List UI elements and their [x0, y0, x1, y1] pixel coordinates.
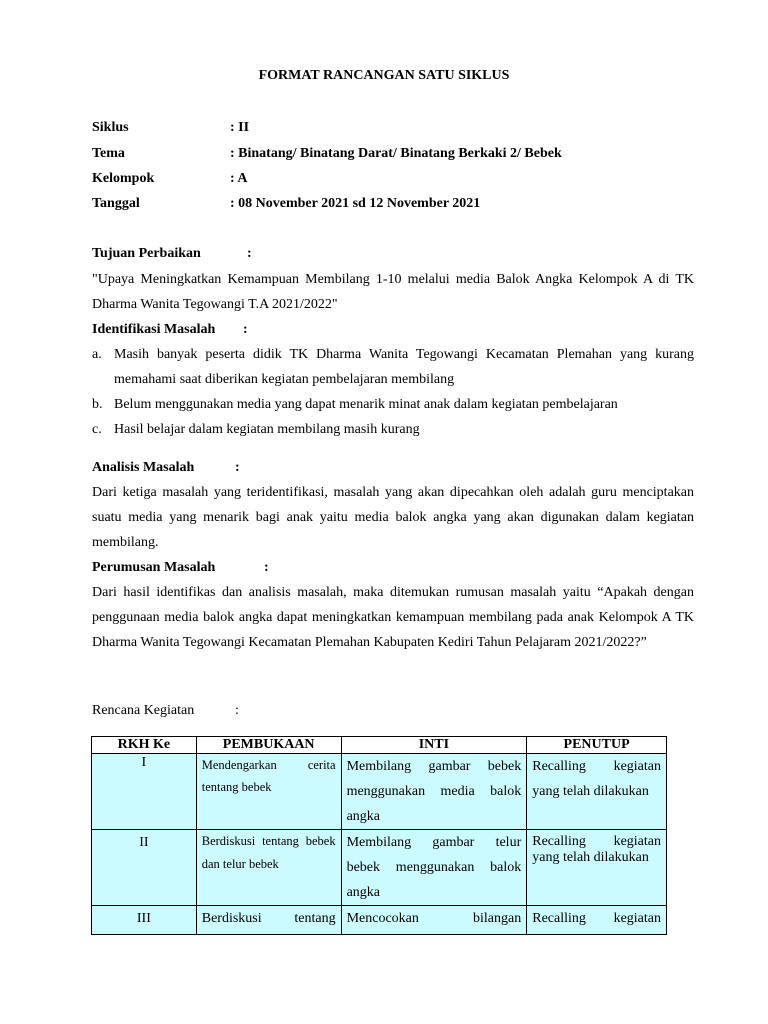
column-header: RKH Ke	[92, 737, 197, 754]
list-item-text: Hasil belajar dalam kegiatan membilang masih kurang	[114, 422, 420, 437]
meta-value: : A	[230, 171, 248, 186]
penutup-cell: Recalling kegiatan	[527, 906, 667, 935]
tujuan-heading	[92, 246, 252, 262]
column-header: INTI	[341, 737, 527, 754]
page-title: FORMAT RANCANGAN SATU SIKLUS	[258, 68, 510, 83]
column-header: PENUTUP	[527, 737, 667, 754]
heading-colon: :	[247, 246, 252, 261]
rkh-cell: I	[92, 754, 197, 830]
analisis-heading	[92, 460, 240, 476]
heading-colon: :	[264, 560, 269, 575]
list-item-text: Belum menggunakan media yang dapat menarik minat anak dalam kegiatan pembelajaran	[114, 397, 618, 412]
rencana-heading	[92, 703, 239, 719]
heading-text: Tujuan Perbaikan	[92, 246, 201, 261]
analisis-text: Dari ketiga masalah yang teridentifikasi, masalah yang akan dipecahkan oleh adalah guru menciptakan suatu media yang menarik bagi anak yaitu media balok angka yang akan digunakan dalam kegiatan membilang.	[92, 485, 694, 550]
meta-value: : II	[230, 120, 250, 135]
list-item-text: Masih banyak peserta didik TK Dharma Wanita Tegowangi Kecamatan Plemahan yang kurang memahami saat diberikan kegiatan pembelajaran membilang	[114, 347, 694, 387]
heading-colon: :	[243, 322, 248, 337]
pembukaan-cell: Berdiskusi tentang bebek dan telur bebek	[196, 830, 341, 906]
rkh-cell: III	[92, 906, 197, 935]
rencana-table	[91, 736, 667, 935]
heading-colon: :	[235, 703, 239, 718]
inti-cell: Mencocokan bilangan	[341, 906, 527, 935]
list-marker: b.	[92, 397, 103, 412]
table-row	[92, 830, 667, 906]
penutup-cell: Recalling kegiatan yang telah dilakukan	[527, 754, 667, 830]
column-header: PEMBUKAAN	[196, 737, 341, 754]
heading-text: Rencana Kegiatan	[92, 703, 195, 718]
inti-cell: Membilang gambar bebek menggunakan media balok angka	[341, 754, 527, 830]
penutup-cell: Recalling kegiatan yang telah dilakukan	[527, 830, 667, 906]
list-marker: a.	[92, 347, 102, 362]
meta-label: Siklus	[92, 120, 129, 135]
heading-text: Perumusan Masalah	[92, 560, 216, 575]
meta-value: : Binatang/ Binatang Darat/ Binatang Berkaki 2/ Bebek	[230, 146, 562, 161]
table-row	[92, 754, 667, 830]
list-item	[92, 417, 694, 442]
identifikasi-list	[92, 342, 694, 442]
table-header-row	[92, 737, 667, 754]
meta-label: Tema	[92, 146, 125, 161]
inti-cell: Membilang gambar telur bebek menggunakan balok angka	[341, 830, 527, 906]
heading-colon: :	[235, 460, 240, 475]
pembukaan-cell: Mendengarkan cerita tentang bebek	[196, 754, 341, 830]
rkh-cell: II	[92, 830, 197, 906]
heading-text: Identifikasi Masalah	[92, 322, 216, 337]
meta-value: : 08 November 2021 sd 12 November 2021	[230, 196, 481, 211]
heading-text: Analisis Masalah	[92, 460, 195, 475]
list-item	[92, 392, 694, 417]
perumusan-text: Dari hasil identifikas dan analisis masalah, maka ditemukan rumusan masalah yaitu “Apakah dengan penggunaan media balok angka dapat meningkatkan kemampuan membilang pada anak Kelompok A TK Dharma Wanita Tegowangi Kecamatan Plemahan Kabupaten Kediri Tahun Pelajaram 2021/2022?”	[92, 585, 694, 650]
tujuan-text: "Upaya Meningkatkan Kemampuan Membilang 1-10 melalui media Balok Angka Kelompok A di TK Dharma Wanita Tegowangi T.A 2021/2022"	[92, 272, 694, 312]
meta-label: Kelompok	[92, 171, 155, 186]
list-marker: c.	[92, 422, 102, 437]
list-item	[92, 342, 694, 392]
meta-label: Tanggal	[92, 196, 140, 211]
table-row	[92, 906, 667, 935]
perumusan-heading	[92, 560, 269, 576]
pembukaan-cell: Berdiskusi tentang	[196, 906, 341, 935]
identifikasi-heading	[92, 322, 248, 338]
